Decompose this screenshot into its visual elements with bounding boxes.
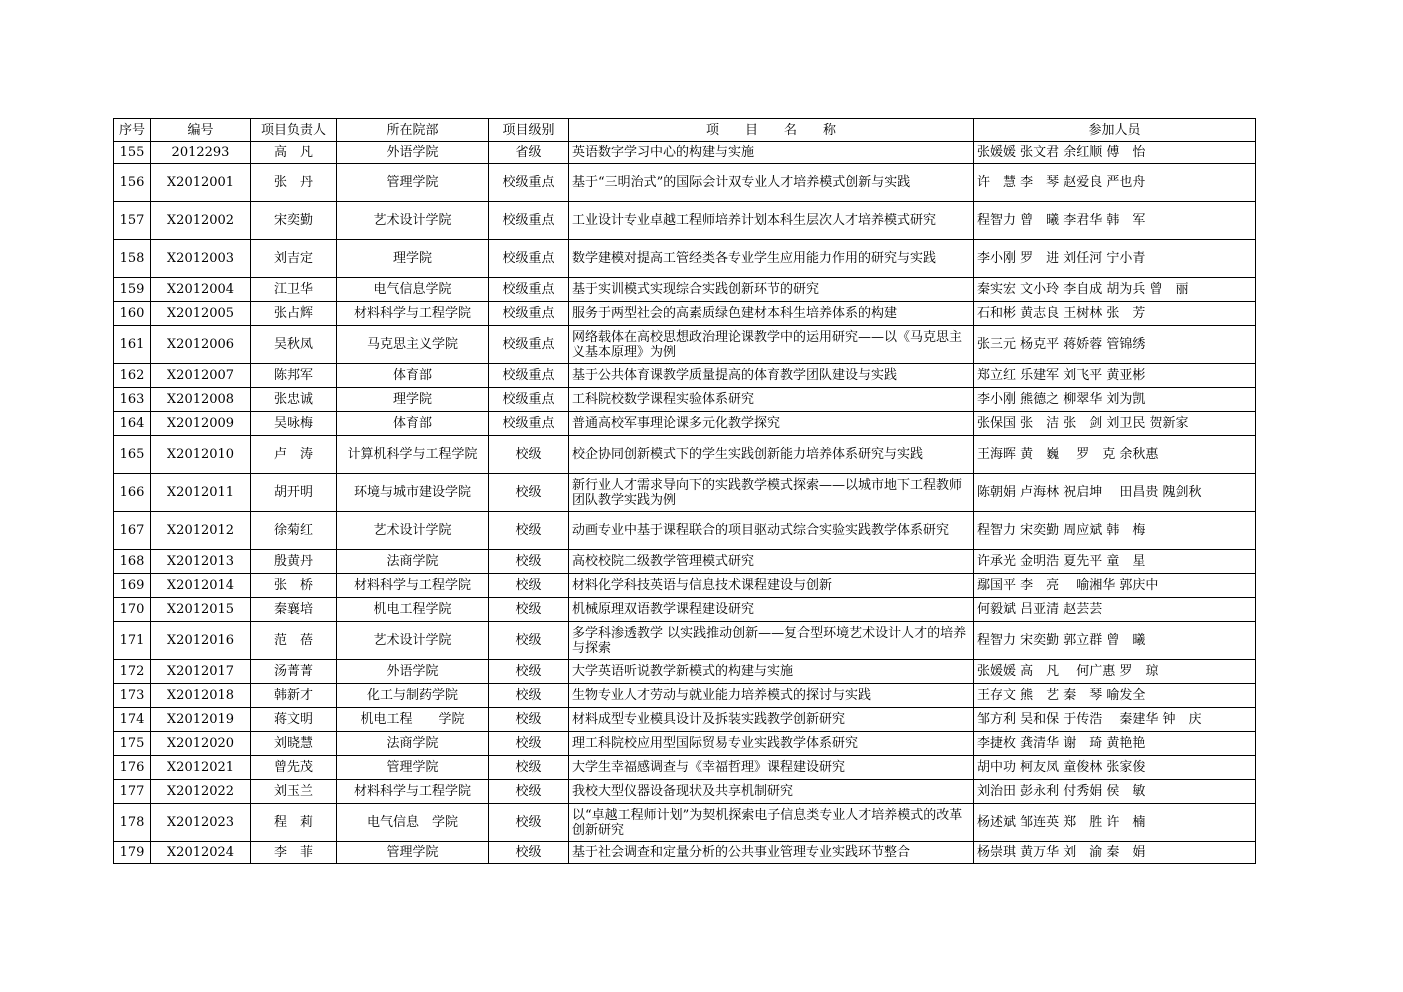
cell-members: 秦实宏 文小玲 李自成 胡为兵 曾 丽 [974, 278, 1256, 302]
cell-project-name: 英语数字学习中心的构建与实施 [569, 142, 974, 164]
cell-level: 校级 [489, 436, 569, 474]
cell-leader: 汤菁菁 [251, 660, 337, 684]
table-row [114, 684, 1256, 708]
cell-dept: 体育部 [337, 364, 489, 388]
cell-project-name: 生物专业人才劳动与就业能力培养模式的探讨与实践 [569, 684, 974, 708]
cell-no: 170 [114, 598, 151, 622]
header-row [114, 119, 1256, 142]
cell-leader: 李 菲 [251, 842, 337, 864]
table-row [114, 842, 1256, 864]
table-row [114, 302, 1256, 326]
table-row [114, 412, 1256, 436]
cell-level: 校级重点 [489, 240, 569, 278]
table-header [114, 119, 1256, 142]
table-row [114, 142, 1256, 164]
table-row [114, 550, 1256, 574]
table-body [114, 142, 1256, 864]
cell-code: X2012014 [151, 574, 251, 598]
cell-level: 校级 [489, 780, 569, 804]
cell-dept: 法商学院 [337, 732, 489, 756]
cell-level: 校级重点 [489, 202, 569, 240]
cell-no: 163 [114, 388, 151, 412]
cell-members: 张媛媛 张文君 余红顺 傅 怡 [974, 142, 1256, 164]
cell-leader: 殷黄丹 [251, 550, 337, 574]
cell-no: 179 [114, 842, 151, 864]
cell-members: 石和彬 黄志良 王树林 张 芳 [974, 302, 1256, 326]
cell-dept: 化工与制药学院 [337, 684, 489, 708]
table-row [114, 780, 1256, 804]
cell-leader: 张 丹 [251, 164, 337, 202]
cell-code: X2012022 [151, 780, 251, 804]
cell-code: X2012018 [151, 684, 251, 708]
cell-project-name: 动画专业中基于课程联合的项目驱动式综合实验实践教学体系研究 [569, 512, 974, 550]
cell-leader: 江卫华 [251, 278, 337, 302]
cell-members: 杨述斌 邹连英 郑 胜 许 楠 [974, 804, 1256, 842]
cell-level: 省级 [489, 142, 569, 164]
cell-no: 173 [114, 684, 151, 708]
cell-level: 校级 [489, 622, 569, 660]
cell-code: X2012023 [151, 804, 251, 842]
cell-members: 王存文 熊 艺 秦 琴 喻发全 [974, 684, 1256, 708]
cell-level: 校级 [489, 574, 569, 598]
cell-dept: 材料科学与工程学院 [337, 302, 489, 326]
cell-leader: 陈邦军 [251, 364, 337, 388]
table-row [114, 474, 1256, 512]
cell-code: X2012010 [151, 436, 251, 474]
cell-code: X2012003 [151, 240, 251, 278]
cell-project-name: 我校大型仪器设备现状及共享机制研究 [569, 780, 974, 804]
cell-dept: 材料科学与工程学院 [337, 780, 489, 804]
cell-code: X2012020 [151, 732, 251, 756]
cell-project-name: 工业设计专业卓越工程师培养计划本科生层次人才培养模式研究 [569, 202, 974, 240]
cell-leader: 曾先茂 [251, 756, 337, 780]
cell-members: 邹方利 吴和保 于传浩 秦建华 钟 庆 [974, 708, 1256, 732]
cell-level: 校级 [489, 684, 569, 708]
cell-project-name: 理工科院校应用型国际贸易专业实践教学体系研究 [569, 732, 974, 756]
cell-code: X2012019 [151, 708, 251, 732]
cell-dept: 理学院 [337, 388, 489, 412]
cell-members: 胡中功 柯友凤 童俊林 张家俊 [974, 756, 1256, 780]
cell-no: 167 [114, 512, 151, 550]
cell-leader: 张占辉 [251, 302, 337, 326]
cell-project-name: 基于公共体育课教学质量提高的体育教学团队建设与实践 [569, 364, 974, 388]
table-row [114, 598, 1256, 622]
cell-members: 鄢国平 李 亮 喻湘华 郭庆中 [974, 574, 1256, 598]
cell-leader: 蒋文明 [251, 708, 337, 732]
cell-leader: 张忠诚 [251, 388, 337, 412]
cell-project-name: 基于“三明治式”的国际会计双专业人才培养模式创新与实践 [569, 164, 974, 202]
cell-dept: 电气信息学院 [337, 278, 489, 302]
cell-no: 162 [114, 364, 151, 388]
cell-project-name: 校企协同创新模式下的学生实践创新能力培养体系研究与实践 [569, 436, 974, 474]
cell-project-name: 服务于两型社会的高素质绿色建材本科生培养体系的构建 [569, 302, 974, 326]
cell-project-name: 基于社会调查和定量分析的公共事业管理专业实践环节整合 [569, 842, 974, 864]
cell-level: 校级 [489, 708, 569, 732]
table-row [114, 240, 1256, 278]
cell-code: X2012001 [151, 164, 251, 202]
cell-no: 164 [114, 412, 151, 436]
cell-code: X2012015 [151, 598, 251, 622]
cell-no: 177 [114, 780, 151, 804]
cell-leader: 秦襄培 [251, 598, 337, 622]
table-row [114, 756, 1256, 780]
cell-level: 校级 [489, 660, 569, 684]
table-row [114, 512, 1256, 550]
cell-project-name: 机械原理双语教学课程建设研究 [569, 598, 974, 622]
table-row [114, 732, 1256, 756]
cell-dept: 管理学院 [337, 164, 489, 202]
header-leader: 项目负责人 [251, 119, 337, 142]
cell-level: 校级 [489, 804, 569, 842]
cell-dept: 体育部 [337, 412, 489, 436]
cell-members: 张媛媛 高 凡 何广惠 罗 琼 [974, 660, 1256, 684]
cell-members: 何毅斌 吕亚清 赵芸芸 [974, 598, 1256, 622]
table-row [114, 622, 1256, 660]
cell-project-name: 多学科渗透教学 以实践推动创新——复合型环境艺术设计人才的培养与探索 [569, 622, 974, 660]
cell-project-name: 网络载体在高校思想政治理论课教学中的运用研究——以《马克思主义基本原理》为例 [569, 326, 974, 364]
cell-leader: 吴咏梅 [251, 412, 337, 436]
cell-project-name: 数学建模对提高工管经类各专业学生应用能力作用的研究与实践 [569, 240, 974, 278]
cell-project-name: 材料成型专业模具设计及拆装实践教学创新研究 [569, 708, 974, 732]
cell-no: 161 [114, 326, 151, 364]
cell-leader: 刘吉定 [251, 240, 337, 278]
cell-no: 166 [114, 474, 151, 512]
cell-members: 程智力 宋奕勤 郭立群 曾 曦 [974, 622, 1256, 660]
cell-leader: 胡开明 [251, 474, 337, 512]
cell-no: 159 [114, 278, 151, 302]
cell-no: 165 [114, 436, 151, 474]
cell-project-name: 基于实训模式实现综合实践创新环节的研究 [569, 278, 974, 302]
header-dept: 所在院部 [337, 119, 489, 142]
cell-project-name: 材料化学科技英语与信息技术课程建设与创新 [569, 574, 974, 598]
cell-no: 175 [114, 732, 151, 756]
cell-code: X2012004 [151, 278, 251, 302]
cell-dept: 艺术设计学院 [337, 512, 489, 550]
cell-level: 校级重点 [489, 388, 569, 412]
cell-leader: 刘晓慧 [251, 732, 337, 756]
cell-leader: 韩新才 [251, 684, 337, 708]
cell-members: 李小刚 罗 进 刘任河 宁小青 [974, 240, 1256, 278]
table-row [114, 660, 1256, 684]
cell-level: 校级 [489, 732, 569, 756]
cell-project-name: 新行业人才需求导向下的实践教学模式探索——以城市地下工程教师团队教学实践为例 [569, 474, 974, 512]
cell-dept: 计算机科学与工程学院 [337, 436, 489, 474]
table-row [114, 574, 1256, 598]
cell-members: 李小刚 熊德之 柳翠华 刘为凯 [974, 388, 1256, 412]
cell-code: X2012009 [151, 412, 251, 436]
cell-code: X2012013 [151, 550, 251, 574]
cell-members: 张保国 张 洁 张 剑 刘卫民 贺新家 [974, 412, 1256, 436]
cell-dept: 管理学院 [337, 756, 489, 780]
cell-code: X2012011 [151, 474, 251, 512]
table-row [114, 326, 1256, 364]
cell-code: X2012005 [151, 302, 251, 326]
cell-members: 李捷枚 龚清华 谢 琦 黄艳艳 [974, 732, 1256, 756]
cell-code: X2012007 [151, 364, 251, 388]
cell-leader: 徐菊红 [251, 512, 337, 550]
cell-project-name: 大学生幸福感调查与《幸福哲理》课程建设研究 [569, 756, 974, 780]
cell-dept: 理学院 [337, 240, 489, 278]
cell-level: 校级重点 [489, 302, 569, 326]
cell-level: 校级 [489, 474, 569, 512]
cell-no: 156 [114, 164, 151, 202]
cell-no: 169 [114, 574, 151, 598]
cell-project-name: 高校校院二级教学管理模式研究 [569, 550, 974, 574]
cell-code: X2012024 [151, 842, 251, 864]
cell-dept: 艺术设计学院 [337, 202, 489, 240]
header-no: 序号 [114, 119, 151, 142]
cell-leader: 程 莉 [251, 804, 337, 842]
cell-members: 杨崇琪 黄万华 刘 渝 秦 娟 [974, 842, 1256, 864]
cell-code: X2012006 [151, 326, 251, 364]
cell-dept: 外语学院 [337, 660, 489, 684]
cell-members: 程智力 曾 曦 李君华 韩 军 [974, 202, 1256, 240]
cell-members: 王海晖 黄 巍 罗 克 余秋惠 [974, 436, 1256, 474]
table-row [114, 436, 1256, 474]
cell-leader: 刘玉兰 [251, 780, 337, 804]
cell-dept: 环境与城市建设学院 [337, 474, 489, 512]
cell-level: 校级重点 [489, 278, 569, 302]
cell-code: X2012017 [151, 660, 251, 684]
cell-project-name: 普通高校军事理论课多元化教学探究 [569, 412, 974, 436]
table-row [114, 388, 1256, 412]
cell-no: 176 [114, 756, 151, 780]
cell-members: 程智力 宋奕勤 周应斌 韩 梅 [974, 512, 1256, 550]
table-row [114, 202, 1256, 240]
cell-dept: 法商学院 [337, 550, 489, 574]
table-row [114, 364, 1256, 388]
cell-level: 校级 [489, 756, 569, 780]
cell-code: X2012002 [151, 202, 251, 240]
cell-level: 校级 [489, 512, 569, 550]
cell-dept: 机电工程 学院 [337, 708, 489, 732]
cell-level: 校级 [489, 598, 569, 622]
cell-members: 张三元 杨克平 蒋娇蓉 管锦绣 [974, 326, 1256, 364]
project-list-table [113, 118, 1256, 864]
cell-level: 校级 [489, 842, 569, 864]
cell-no: 168 [114, 550, 151, 574]
cell-leader: 高 凡 [251, 142, 337, 164]
cell-no: 155 [114, 142, 151, 164]
cell-members: 陈朝娟 卢海林 祝启坤 田昌贵 隗剑秋 [974, 474, 1256, 512]
header-members: 参加人员 [974, 119, 1256, 142]
cell-project-name: 以“卓越工程师计划”为契机探索电子信息类专业人才培养模式的改革创新研究 [569, 804, 974, 842]
cell-no: 158 [114, 240, 151, 278]
cell-leader: 范 蓓 [251, 622, 337, 660]
cell-level: 校级重点 [489, 412, 569, 436]
cell-code: X2012008 [151, 388, 251, 412]
cell-leader: 宋奕勤 [251, 202, 337, 240]
cell-no: 160 [114, 302, 151, 326]
table-row [114, 164, 1256, 202]
cell-project-name: 工科院校数学课程实验体系研究 [569, 388, 974, 412]
cell-level: 校级 [489, 550, 569, 574]
header-code: 编号 [151, 119, 251, 142]
cell-no: 171 [114, 622, 151, 660]
cell-members: 刘治田 彭永利 付秀娟 侯 敏 [974, 780, 1256, 804]
cell-no: 172 [114, 660, 151, 684]
cell-no: 174 [114, 708, 151, 732]
cell-leader: 卢 涛 [251, 436, 337, 474]
cell-code: X2012012 [151, 512, 251, 550]
cell-dept: 材料科学与工程学院 [337, 574, 489, 598]
cell-no: 157 [114, 202, 151, 240]
cell-dept: 电气信息 学院 [337, 804, 489, 842]
cell-leader: 吴秋凤 [251, 326, 337, 364]
header-project-name: 项 目 名 称 [569, 119, 974, 142]
cell-level: 校级重点 [489, 164, 569, 202]
cell-no: 178 [114, 804, 151, 842]
cell-dept: 管理学院 [337, 842, 489, 864]
cell-dept: 机电工程学院 [337, 598, 489, 622]
cell-code: X2012016 [151, 622, 251, 660]
cell-level: 校级重点 [489, 364, 569, 388]
cell-project-name: 大学英语听说教学新模式的构建与实施 [569, 660, 974, 684]
header-level: 项目级别 [489, 119, 569, 142]
cell-level: 校级重点 [489, 326, 569, 364]
cell-leader: 张 桥 [251, 574, 337, 598]
cell-dept: 马克思主义学院 [337, 326, 489, 364]
cell-members: 许 慧 李 琴 赵爱良 严也舟 [974, 164, 1256, 202]
cell-code: 2012293 [151, 142, 251, 164]
cell-dept: 艺术设计学院 [337, 622, 489, 660]
cell-dept: 外语学院 [337, 142, 489, 164]
cell-members: 许承光 金明浩 夏先平 童 星 [974, 550, 1256, 574]
table-row [114, 708, 1256, 732]
table-row [114, 804, 1256, 842]
cell-code: X2012021 [151, 756, 251, 780]
table-row [114, 278, 1256, 302]
cell-members: 郑立红 乐建军 刘飞平 黄亚彬 [974, 364, 1256, 388]
